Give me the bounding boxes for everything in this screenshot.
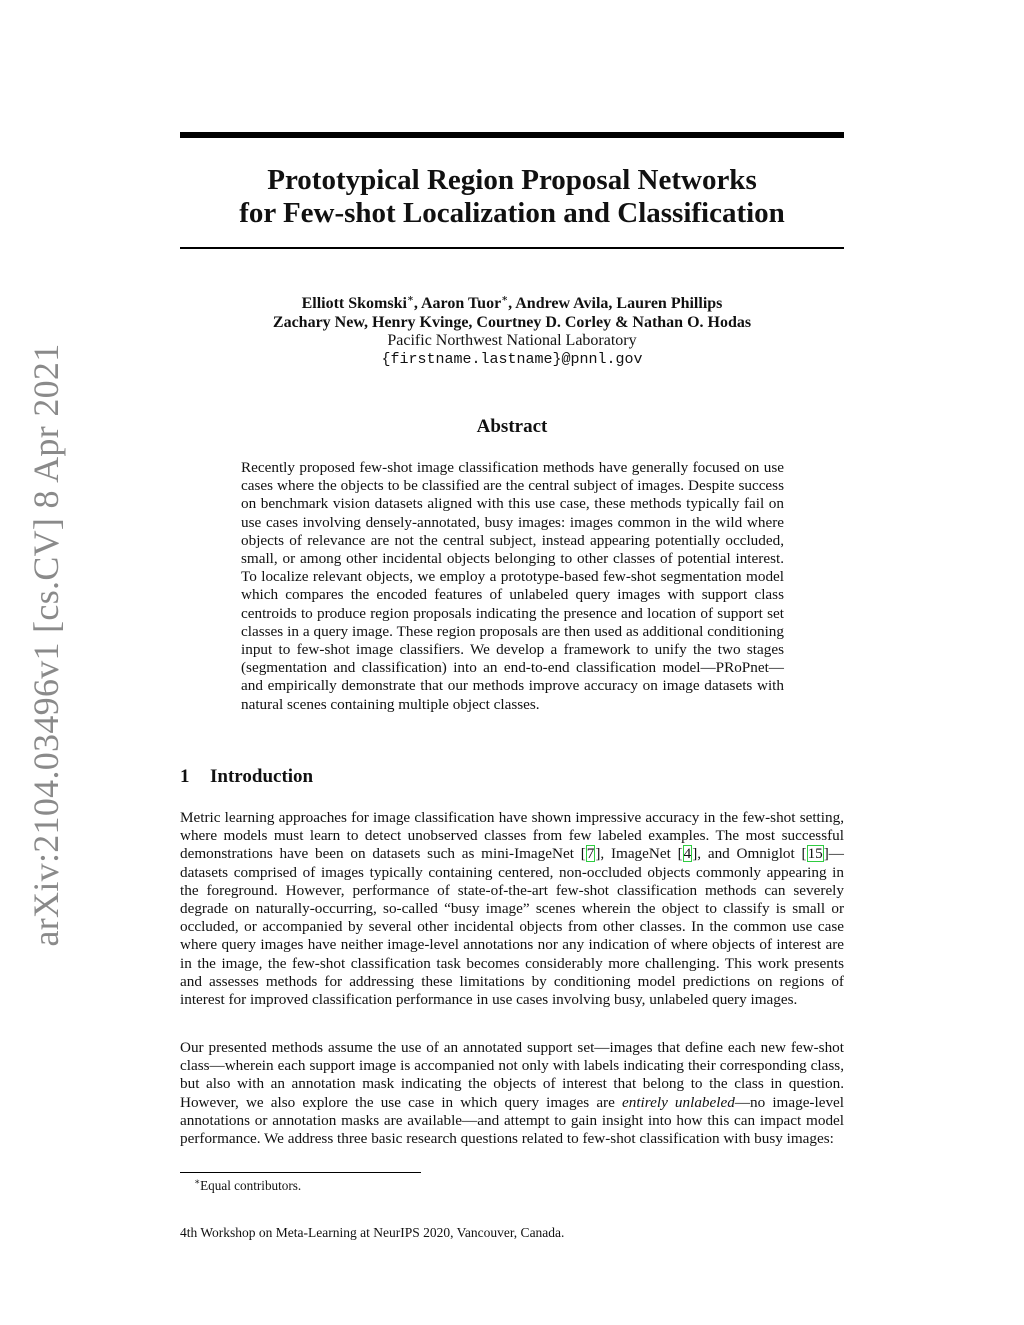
title-line-2: for Few-shot Localization and Classification: [239, 197, 785, 229]
citation-link[interactable]: 4: [683, 845, 692, 863]
paragraph-text: ], and Omniglot [: [692, 845, 807, 863]
section-number: 1: [180, 766, 190, 787]
citation-link[interactable]: 15: [807, 845, 823, 863]
intro-paragraph-2: [180, 1039, 844, 1148]
author-line-2: Zachary New, Henry Kvinge, Courtney D. Corley & Nathan O. Hodas: [272, 313, 752, 331]
emphasis-text: entirely unlabeled: [621, 1093, 735, 1111]
title-top-rule: [180, 132, 844, 138]
author-name: Aaron Tuor: [421, 295, 502, 312]
section-heading: [180, 766, 844, 788]
author-name: Elliott Skomski: [301, 295, 407, 312]
author-block: [180, 295, 844, 369]
intro-paragraph-1: [180, 809, 844, 1009]
author-line-1: Elliott Skomski∗, Aaron Tuor∗, Andrew Avila, Lauren Phillips: [301, 293, 723, 312]
author-email: {firstname.lastname}@pnnl.gov: [381, 350, 643, 368]
footnote-text: Equal contributors.: [200, 1178, 302, 1193]
footnote-mark: ∗: [194, 1176, 201, 1187]
affiliation: Pacific Northwest National Laboratory: [387, 332, 637, 349]
paragraph-text: Metric learning approaches for image classification have shown impressive accuracy in the few-shot setting, where models must learn to detect unobserved classes from few labeled examples. The most successful demonstrations have been on datasets such as mini-ImageNet [: [180, 809, 844, 863]
abstract-heading: Abstract: [476, 416, 548, 437]
equal-contrib-mark: ∗: [501, 293, 509, 305]
venue-note: 4th Workshop on Meta-Learning at NeurIPS 2020, Vancouver, Canada.: [180, 1225, 565, 1240]
paper-title: [180, 164, 844, 230]
footnote-rule: [180, 1172, 421, 1173]
paragraph-text: Our presented methods assume the use of an annotated support set—images that define each new few-shot class—wherein each support image is accompanied not only with labels indicating their corresponding class, but also with an annotation mask indicating the objects of interest that belong to the class in question. However, we also explore the use case in which query images are: [180, 1039, 844, 1111]
citation-link[interactable]: 7: [586, 845, 595, 863]
equal-contrib-mark: ∗: [406, 293, 414, 305]
title-line-1: Prototypical Region Proposal Networks: [267, 164, 757, 196]
section-title: Introduction: [210, 766, 314, 787]
paragraph-text: ], ImageNet [: [595, 845, 683, 863]
paragraph-text: —no image-level annotations or annotation masks are available—and attempt to gain insight into how this can impact model performance. We address three basic research questions related to few-shot classification with busy images:: [180, 1093, 845, 1148]
paragraph-text: ]—datasets comprised of images typically containing centered, non-occluded objects commonly appearing in the foreground. However, performance of state-of-the-art few-shot classification methods can severely degrade on naturally-occurring, so-called “busy image” scenes wherein the object to classify is small or occluded, or accompanied by several other incidental objects from other classes. In the common use case where query images have neither image-level annotations nor any indication of where objects of interest are in the image, the few-shot classification task becomes considerably more challenging. This work presents and assesses methods for addressing these limitations by conditioning model predictions on regions of interest for improved classification performance in use cases involving busy, unlabeled query images.: [180, 845, 844, 1009]
arxiv-identifier: arXiv:2104.03496v1 [cs.CV] 8 Apr 2021: [26, 343, 66, 947]
title-bottom-rule: [180, 247, 844, 249]
abstract-text: Recently proposed few-shot image classification methods have generally focused on use cases where the objects to be classified are the central subject of images. Despite success on benchmark vision datasets aligned with this use case, these methods typically fail on use cases involving densely-annotated, busy images: images common in the wild where objects of relevance are not the central subject, instead appearing potentially occluded, small, or among other incidental objects belonging to other classes of potential interest. To localize relevant objects, we employ a prototype-based few-shot segmentation model which compares the encoded features of unlabeled query images with support class centroids to produce region proposals indicating the presence and location of support set classes in a query image. These region proposals are then used as additional conditioning input to few-shot image classifiers. We develop a framework to unify the two stages (segmentation and classification) into an end-to-end classification model—PRoPnet—and empirically demonstrate that our methods improve accuracy on image datasets with natural scenes containing multiple object classes.: [241, 459, 784, 713]
footnote: [194, 1178, 301, 1194]
author-names: Andrew Avila, Lauren Phillips: [515, 295, 723, 312]
